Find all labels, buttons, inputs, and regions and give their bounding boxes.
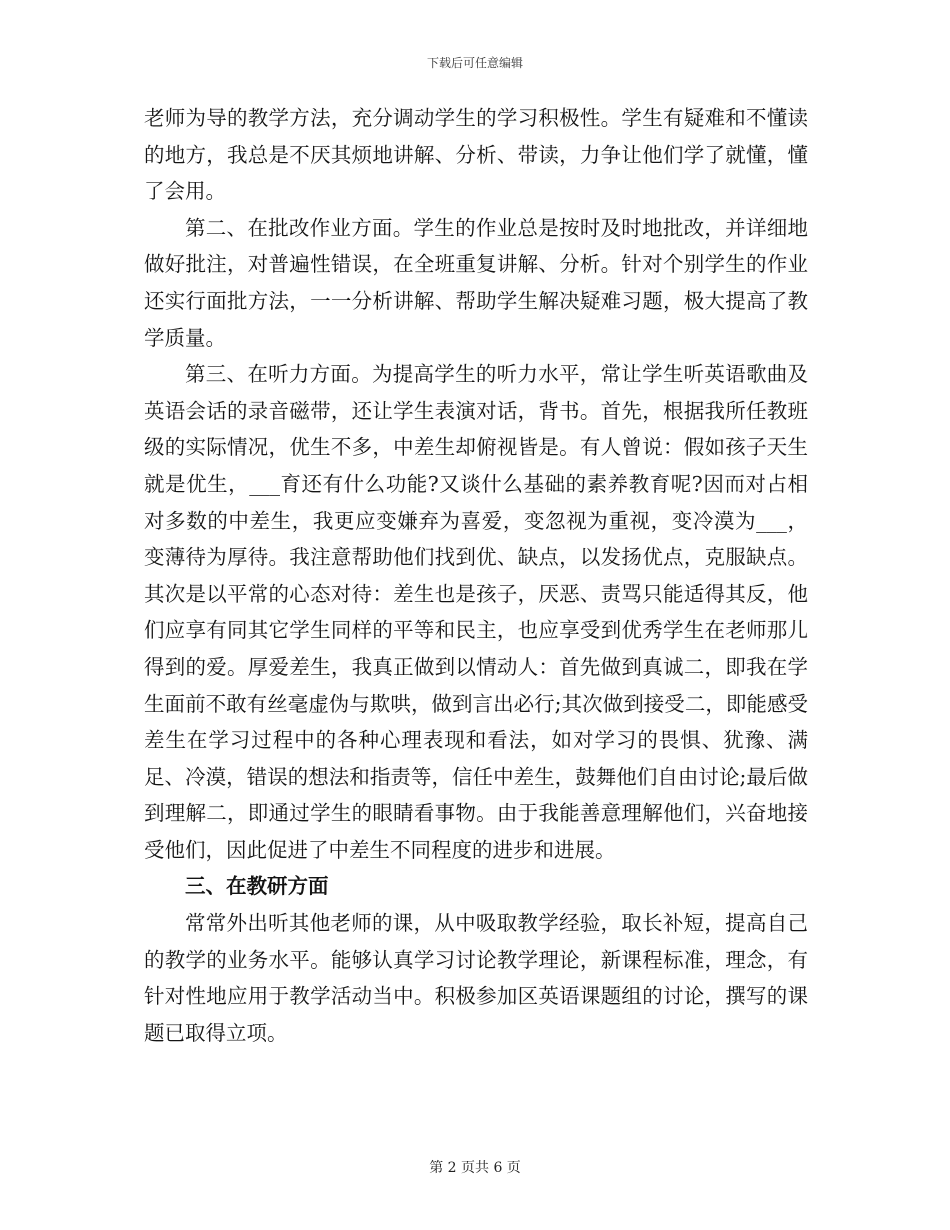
section-heading-research: 三、在教研方面 <box>185 874 329 899</box>
page-header: 下载后可任意编辑 <box>426 56 523 70</box>
page-footer: 第 2 页共 6 页 <box>429 1160 521 1176</box>
paragraph-homework-correction: 第二、在批改作业方面。学生的作业总是按时及时地批改，并详细地做好批注，对普遍性错误，在全班重复讲解、分析。针对个别学生的作业还实行面批方法，一一分析讲解、帮助学生解决疑难习题，极大提高了教学质量。 <box>144 215 808 350</box>
document-body <box>144 100 808 1051</box>
paragraph-listening: 第三、在听力方面。为提高学生的听力水平，常让学生听英语歌曲及英语会话的录音磁带，还让学生表演对话，背书。首先，根据我所任教班级的实际情况，优生不多，中差生却俯视皆是。有人曾说：假如孩子天生就是优生，___育还有什么功能?又谈什么基础的素养教育呢?因而对占相对多数的中差生，我更应变嫌弃为喜爱，变忽视为重视，变冷漠为___，变薄待为厚待。我注意帮助他们找到优、缺点，以发扬优点，克服缺点。其次是以平常的心态对待：差生也是孩子，厌恶、责骂只能适得其反，他们应享有同其它学生同样的平等和民主，也应享受到优秀学生在老师那儿得到的爱。厚爱差生，我真正做到以情动人：首先做到真诚二，即我在学生面前不敢有丝毫虚伪与欺哄，做到言出必行;其次做到接受二，即能感受差生在学习过程中的各种心理表现和看法，如对学习的畏惧、犹豫、满足、冷漠，错误的想法和指责等，信任中差生，鼓舞他们自由讨论;最后做到理解二，即通过学生的眼睛看事物。由于我能善意理解他们，兴奋地接受他们，因此促进了中差生不同程度的进步和进展。 <box>144 362 808 862</box>
paragraph-research: 常常外出听其他老师的课，从中吸取教学经验，取长补短，提高自己的教学的业务水平。能够认真学习讨论教学理论，新课程标准，理念，有针对性地应用于教学活动当中。积极参加区英语课题组的讨论，撰写的课题已取得立项。 <box>144 911 808 1045</box>
paragraph-teaching-method: 老师为导的教学方法，充分调动学生的学习积极性。学生有疑难和不懂读的地方，我总是不厌其烦地讲解、分析、带读，力争让他们学了就懂，懂了会用。 <box>144 106 808 204</box>
